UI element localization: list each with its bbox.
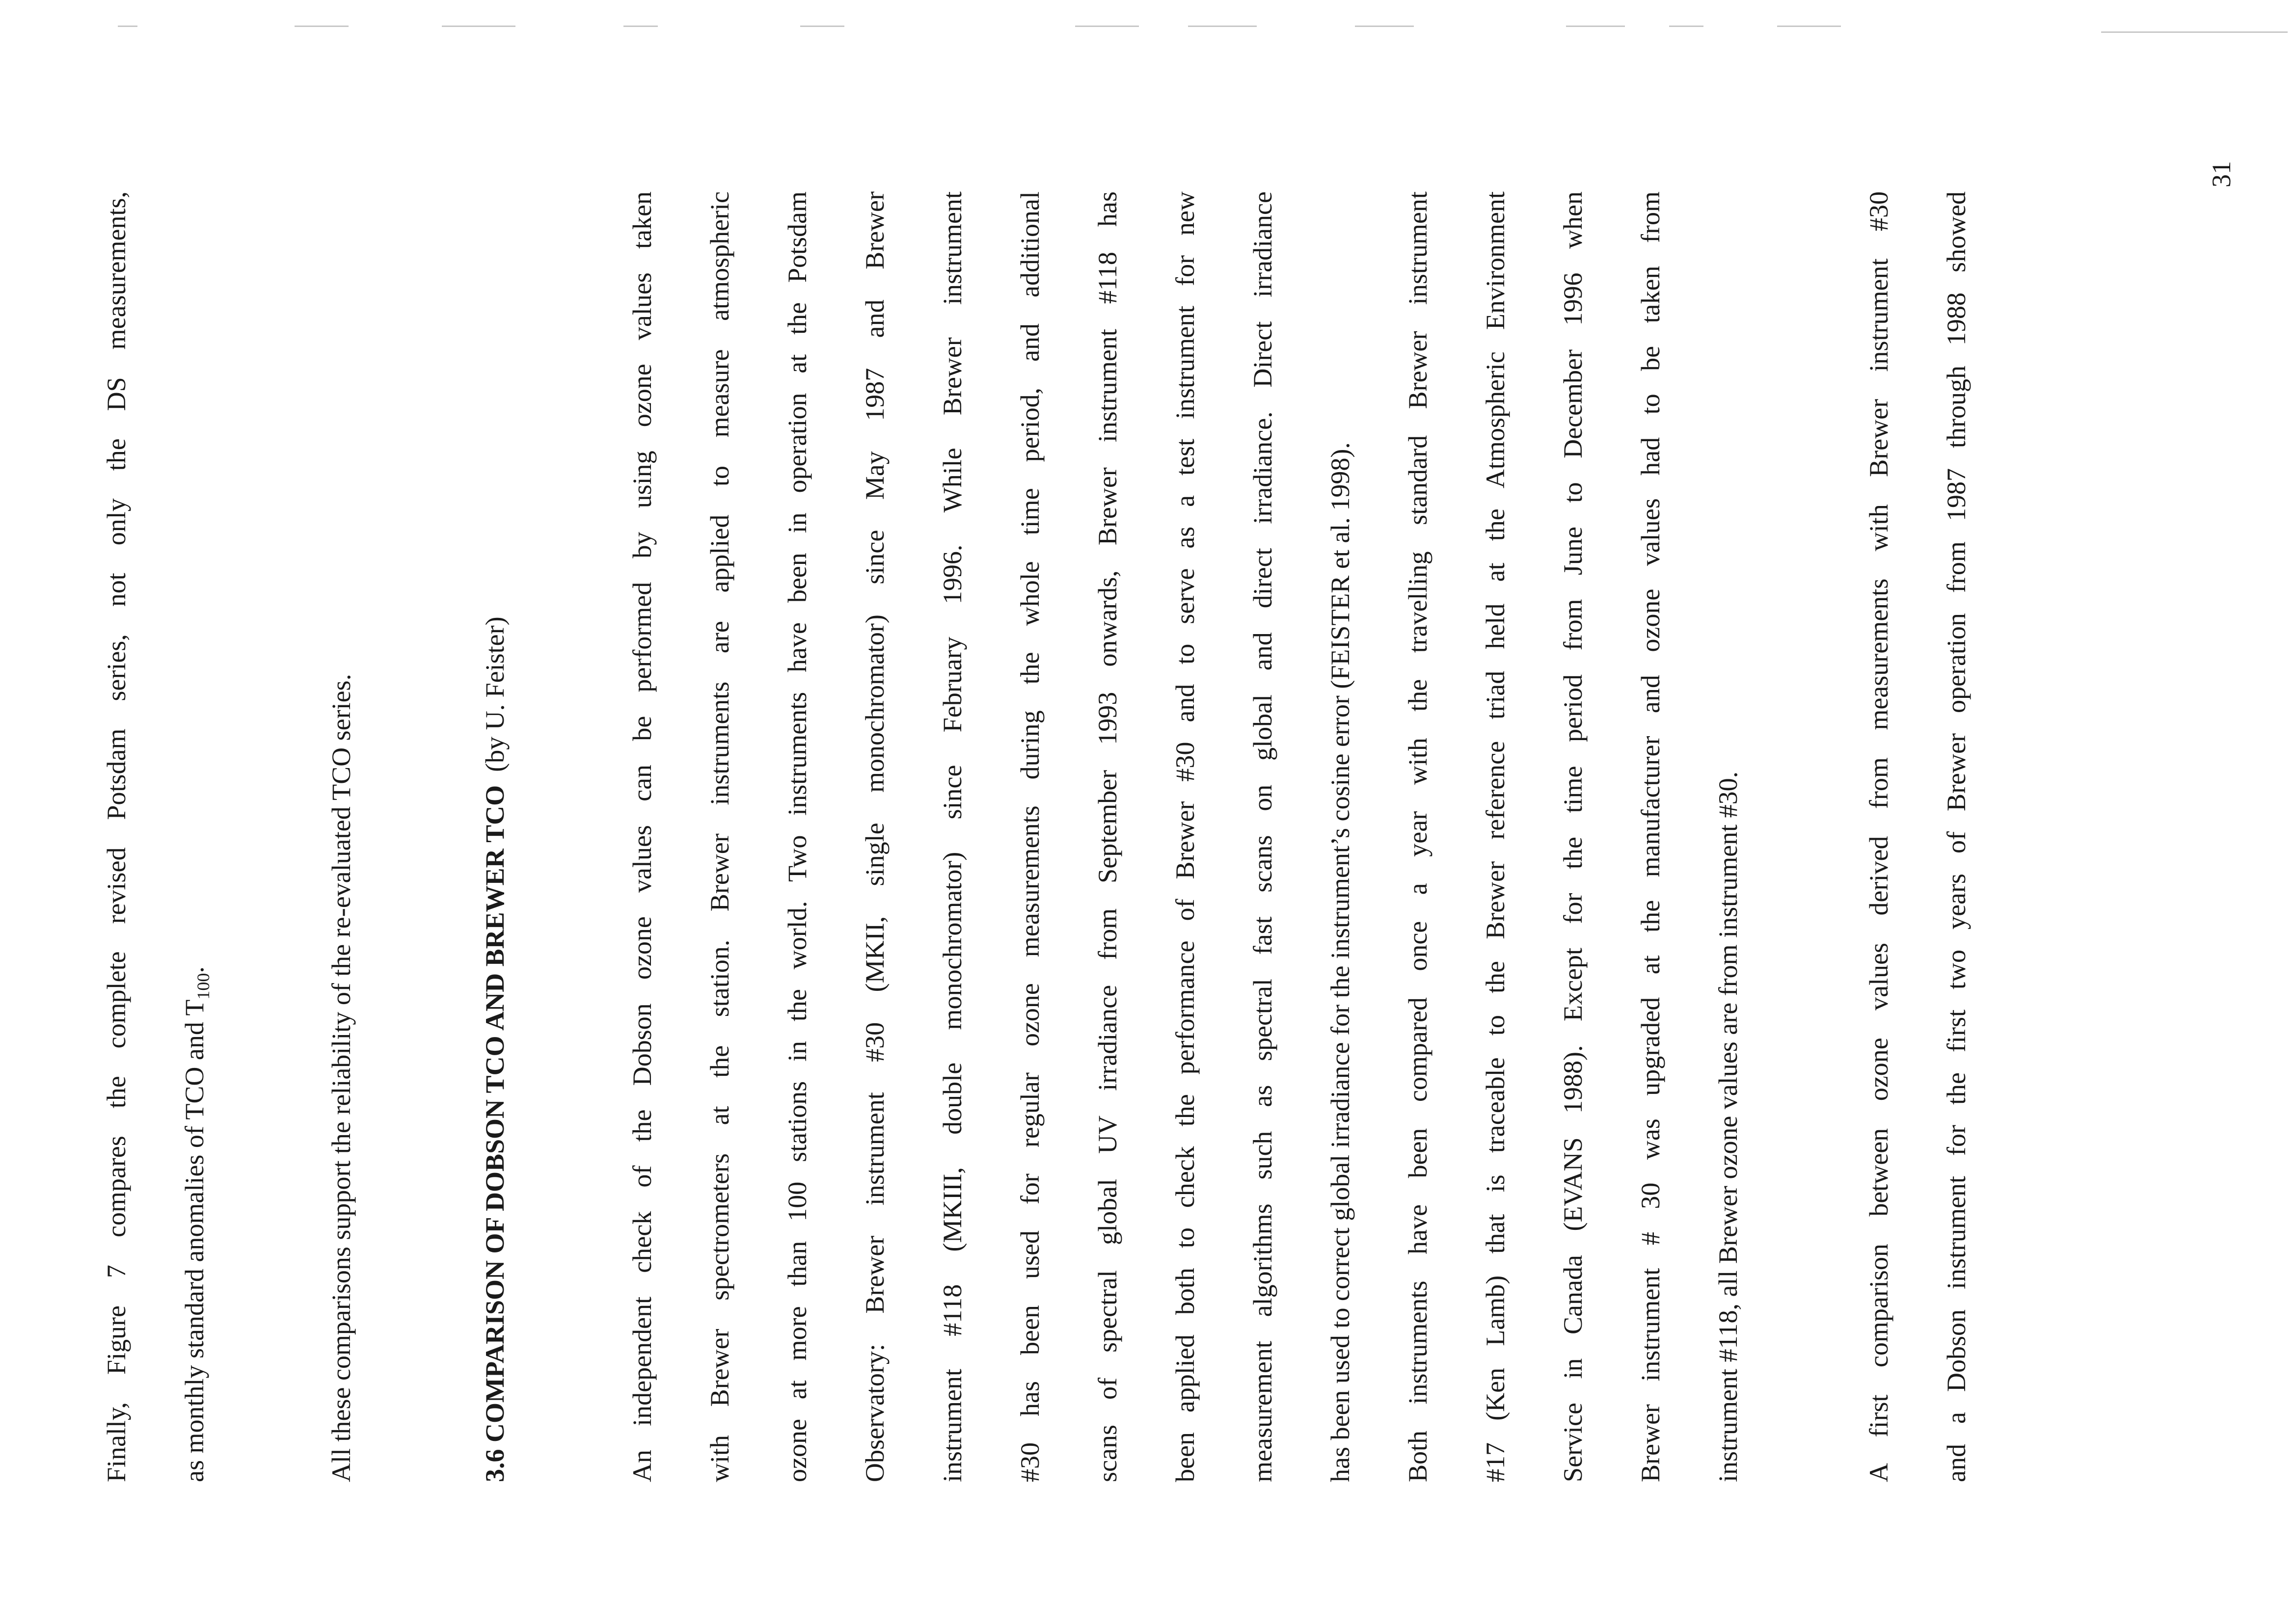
paragraph-line: Service in Canada (EVANS 1988). Except for the time period from June to December 1996 when (1558, 191, 1588, 1482)
paragraph-line: Both instruments have been compared once a year with the travelling standard Brewer instrument (1403, 191, 1432, 1482)
paragraph-line: been applied both to check the performance of Brewer #30 and to serve as a test instrument for new (1170, 191, 1200, 1482)
paragraph-line: #17 (Ken Lamb) that is traceable to the Brewer reference triad held at the Atmospheric Environment (1481, 191, 1510, 1482)
section-heading (480, 616, 510, 1482)
paragraph-line: has been used to correct global irradiance for the instrument’s cosine error (FEISTER et al. 1998). (1325, 442, 1355, 1482)
paragraph-line: instrument #118, all Brewer ozone values are from instrument #30. (1713, 771, 1743, 1482)
section-byline: (by U. Feister) (480, 616, 510, 772)
paragraph-line: instrument #118 (MKIII, double monochromator) since February 1996. While Brewer instrument (938, 191, 967, 1482)
paragraph-line: An independent check of the Dobson ozone values can be performed by using ozone values taken (627, 191, 657, 1482)
paragraph-line: All these comparisons support the reliability of the re-evaluated TCO series. (326, 673, 356, 1482)
paragraph-line: measurement algorithms such as spectral fast scans on global and direct irradiance. Direct irradiance (1248, 191, 1277, 1482)
text-run: as monthly standard anomalies of TCO and T (180, 999, 209, 1482)
paragraph-line: Brewer instrument # 30 was upgraded at the manufacturer and ozone values had to be taken from (1636, 191, 1665, 1482)
paragraph-line: ozone at more than 100 stations in the world. Two instruments have been in operation at the Potsdam (783, 191, 812, 1482)
paragraph-line: A first comparison between ozone values derived from measurements with Brewer instrument #30 (1864, 191, 1893, 1482)
text-run: . (180, 966, 209, 973)
paragraph-line (180, 966, 218, 1482)
paragraph-line: and a Dobson instrument for the first two years of Brewer operation from 1987 through 1988 showed (1942, 191, 1971, 1482)
subscript: 100 (193, 973, 213, 1000)
paragraph-line: scans of spectral global UV irradiance from September 1993 onwards, Brewer instrument #118 has (1093, 191, 1122, 1482)
paragraph-line: with Brewer spectrometers at the station. Brewer instruments are applied to measure atmospheric (705, 191, 734, 1482)
page-number: 31 (2207, 161, 2236, 187)
section-title: 3.6 COMPARISON OF DOBSON TCO AND BREWER TCO (480, 785, 510, 1482)
paragraph-line: Observatory: Brewer instrument #30 (MKII, single monochromator) since May 1987 and Brewer (860, 191, 890, 1482)
paragraph-line: #30 has been used for regular ozone measurements during the whole time period, and additional (1015, 191, 1045, 1482)
paragraph-line: Finally, Figure 7 compares the complete revised Potsdam series, not only the DS measurements, (102, 191, 131, 1482)
